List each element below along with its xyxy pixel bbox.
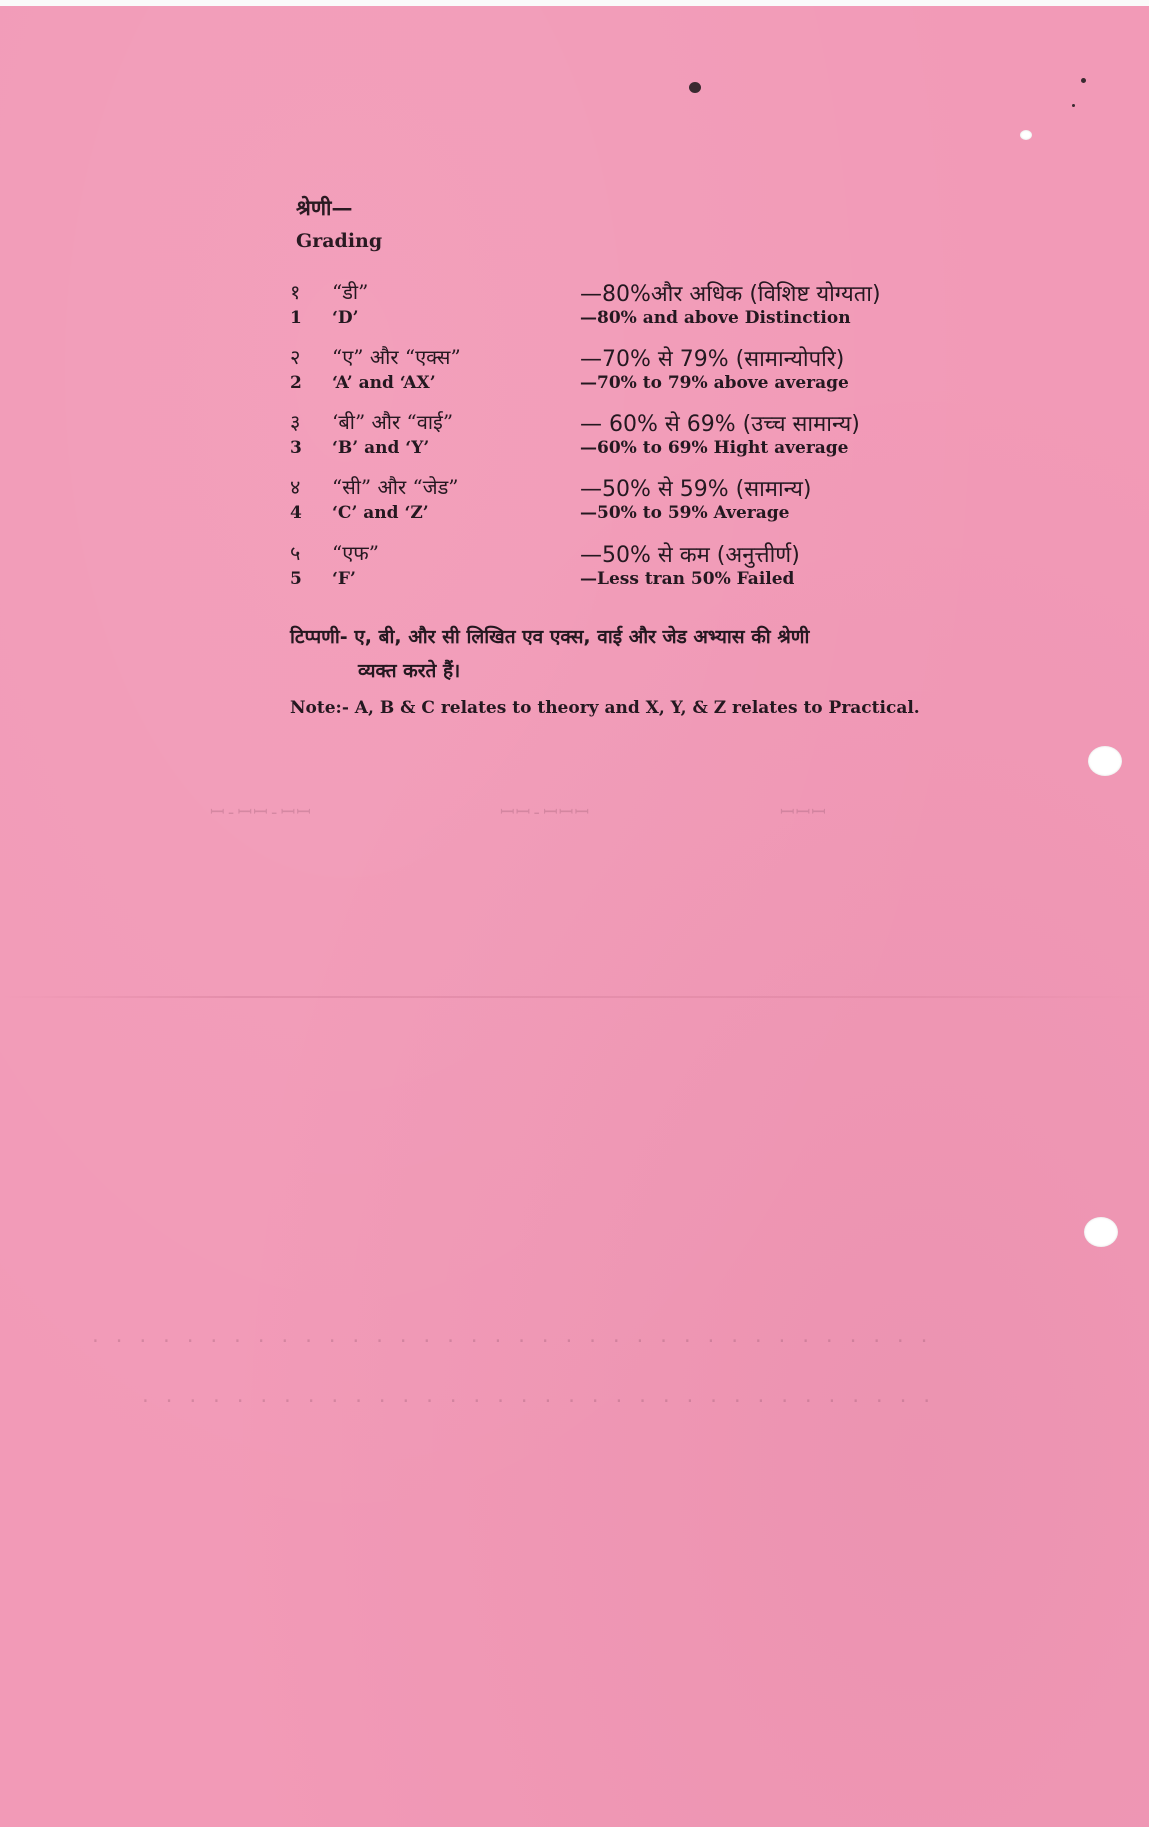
grade-label: ‘C’ and ‘Z’ <box>332 503 429 523</box>
grade-label: ‘B’ and ‘Y’ <box>332 438 430 458</box>
grade-number: 2 <box>290 373 302 393</box>
grade-description-hindi: —50% से कम (अनुत्तीर्ण) <box>580 543 800 568</box>
grade-number: 3 <box>290 438 302 458</box>
grade-description: —60% to 69% Hight average <box>580 438 849 458</box>
punch-hole-bottom <box>1084 1217 1118 1247</box>
note-hindi-line-1: टिप्पणी- ए, बी, और सी लिखित एव एक्स, वाई और जेड अभ्यास की श्रेणी <box>290 626 810 648</box>
ink-speck <box>1072 104 1075 107</box>
bleed-through-text: ꟷ-ꟷꟷ-ꟷꟷ <box>210 802 312 823</box>
grade-description-hindi: — 60% से 69% (उच्च सामान्य) <box>580 412 860 437</box>
grade-number-hindi: ३ <box>290 410 301 434</box>
grade-number-hindi: १ <box>290 280 301 304</box>
grade-description: —50% to 59% Average <box>580 503 790 523</box>
ink-speck <box>1081 78 1086 83</box>
grade-label: ‘F’ <box>332 569 356 589</box>
bleed-through-text: . . . . . . . . . . . . . . . . . . . . . . . . . . . . . . . . . . <box>140 1386 934 1407</box>
grading-heading-english: Grading <box>296 230 383 252</box>
grade-number: 1 <box>290 308 302 328</box>
punch-hole-small <box>1020 130 1032 140</box>
document-sheet <box>0 6 1149 1827</box>
grade-number: 5 <box>290 569 302 589</box>
grade-label-hindi: “ए” और “एक्स” <box>332 345 461 369</box>
note-hindi-line-2: व्यक्त करते हैं। <box>358 660 461 682</box>
bleed-through-text: . . . . . . . . . . . . . . . . . . . . . . . . . . . . . . . . . . . . <box>90 1326 931 1347</box>
grade-label: ‘A’ and ‘AX’ <box>332 373 436 393</box>
note-hindi <box>290 620 990 688</box>
grade-description: —70% to 79% above average <box>580 373 849 393</box>
grade-label-hindi: “डी” <box>332 280 369 304</box>
grade-number-hindi: २ <box>290 345 301 369</box>
grade-description: —80% and above Distinction <box>580 308 851 328</box>
bleed-through-text: ꟷꟷ-ꟷꟷꟷ <box>500 802 591 823</box>
ink-speck <box>689 82 701 93</box>
grade-label-hindi: “एफ” <box>332 541 379 565</box>
note-english: Note:- A, B & C relates to theory and X, Y, & Z relates to Practical. <box>290 698 920 718</box>
grade-description-hindi: —80%और अधिक (विशिष्ट योग्यता) <box>580 282 881 307</box>
grading-heading-hindi: श्रेणी— <box>296 195 353 220</box>
grade-label: ‘D’ <box>332 308 359 328</box>
grade-description-hindi: —50% से 59% (सामान्य) <box>580 477 812 502</box>
grade-description: —Less tran 50% Failed <box>580 569 795 589</box>
bleed-through-text: ꟷꟷꟷ <box>780 802 827 823</box>
fold-crease <box>0 996 1149 998</box>
grade-description-hindi: —70% से 79% (सामान्योपरि) <box>580 347 845 372</box>
grade-number-hindi: ५ <box>290 541 301 565</box>
grade-label-hindi: ‘बी” और “वाई” <box>332 410 454 434</box>
grade-label-hindi: “सी” और “जेड” <box>332 475 459 499</box>
punch-hole-top <box>1088 746 1122 776</box>
grade-number: 4 <box>290 503 302 523</box>
grade-number-hindi: ४ <box>290 475 301 499</box>
